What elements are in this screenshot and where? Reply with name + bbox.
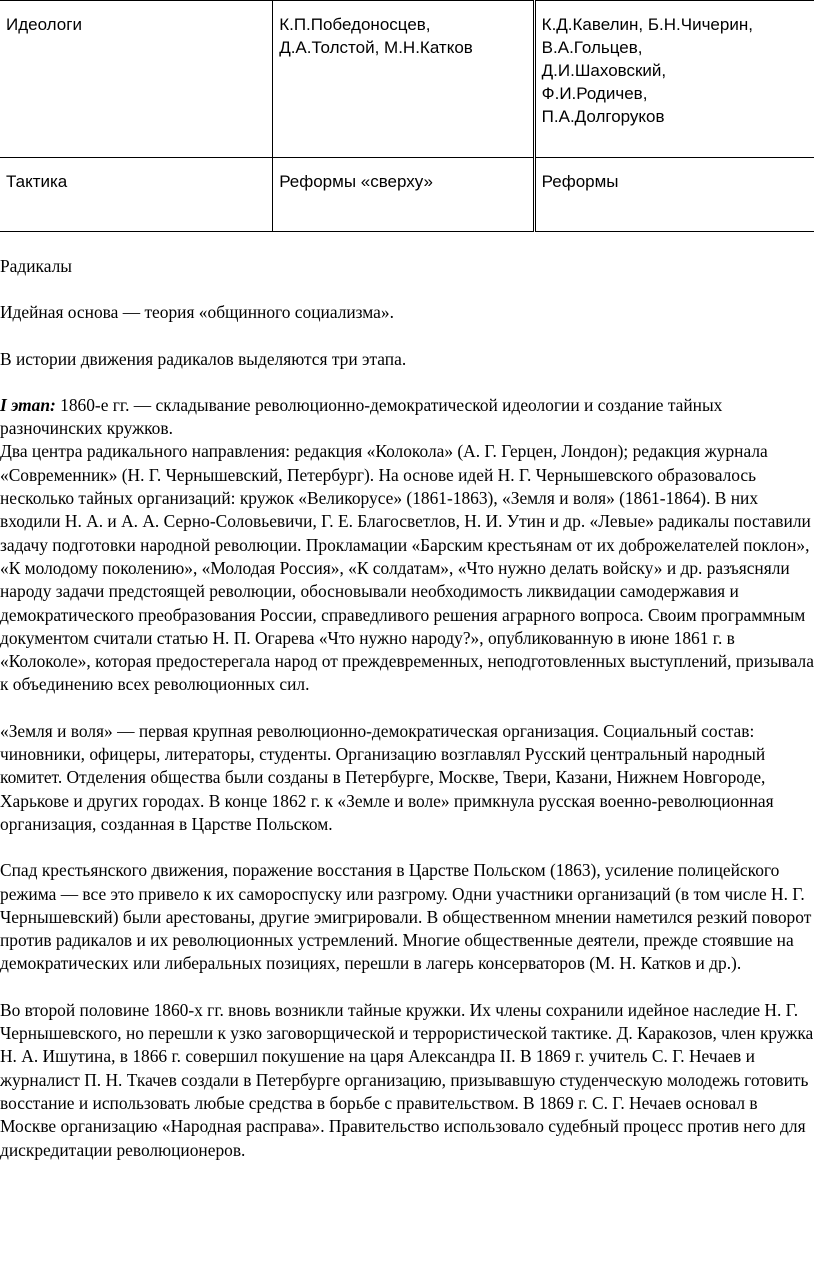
cell-text: К.Д.Кавелин, Б.Н.Чичерин, В.А.Гольцев, Д.И.Шаховский, Ф.И.Родичев, П.А.Долгоруков xyxy=(541,15,753,126)
stage-text: 1860-е гг. — складывание революционно-демократической идеологии и создание тайных разночинских кружков. xyxy=(0,394,723,439)
table-cell xyxy=(0,158,273,232)
table-row xyxy=(0,158,814,232)
cell-text: Идеологи xyxy=(6,15,82,34)
paragraph: «Земля и воля» — первая крупная революционно-демократическая организация. Социальный состав: чиновники, офицеры, литераторы, студенты. Организацию возглавлял Русский центральный народный комитет. Отделения общества были созданы в Петербурге, Москве, Твери, Казани, Нижнем Новгороде, Харькове и других городах. В конце 1862 г. к «Земле и воле» примкнула русская военно-революционная организация, созданная в Царстве Польском. xyxy=(0,720,774,834)
stage-label: I этап: xyxy=(0,394,56,415)
paragraph: Спад крестьянского движения, поражение восстания в Царстве Польском (1863), усиление полицейского режима — все это привело к их самороспуску или разгрому. Одни участники организаций (в том числе Н. Г. Чернышевский) были арестованы, другие эмигрировали. В общественном мнении наметился резкий поворот против радикалов и их революционных устремлений. Многие общественные деятели, прежде стоявшие на демократических или либеральных позициях, перешли в лагерь консерваторов (М. Н. Катков и др.). xyxy=(0,860,812,974)
cell-text: Реформы xyxy=(541,172,619,191)
paragraph: Идейная основа — теория «общинного социализма». xyxy=(0,302,394,323)
table-row xyxy=(0,1,814,158)
cell-text: Реформы «сверху» xyxy=(279,172,433,191)
table-cell xyxy=(273,1,534,158)
cell-text: Тактика xyxy=(6,172,68,191)
body-text xyxy=(0,255,814,1185)
table-cell xyxy=(273,158,534,232)
paragraph: Во второй половине 1860-х гг. вновь возникли тайные кружки. Их члены сохранили идейное наследие Н. Г. Чернышевского, но перешли к узко заговорщической и террористической тактике. Д. Каракозов, член кружка Н. А. Ишутина, в 1866 г. совершил покушение на царя Александра II. В 1869 г. учитель С. Г. Нечаев и журналист П. Н. Ткачев создали в Петербурге организацию, призывавшую студенческую молодежь готовить восстание и использовать любые средства в борьбе с правительством. В 1869 г. С. Г. Нечаев основал в Москве организацию «Народная расправа». Правительство использовало судебный процесс против него для дискредитации революционеров. xyxy=(0,999,814,1160)
section-heading: Радикалы xyxy=(0,256,72,276)
paragraph: В истории движения радикалов выделяются три этапа. xyxy=(0,348,407,369)
table-cell xyxy=(534,1,814,158)
ideologies-table xyxy=(0,0,814,232)
table-cell xyxy=(0,1,273,158)
paragraph: Два центра радикального направления: редакция «Колокола» (А. Г. Герцен, Лондон); редакция журнала «Современник» (Н. Г. Чернышевский, Петербург). На основе идей Н. Г. Чернышевского образовалось несколько тайных организаций: кружок «Великорусе» (1861-1863), «Земля и воля» (1861-1864). В них входили Н. А. и А. А. Серно-Соловьевичи, Г. Е. Благосветлов, Н. И. Утин и др. «Левые» радикалы поставили задачу подготовки народной революции. Прокламации «Барским крестьянам от их доброжелателей поклон», «К молодому поколению», «Молодая Россия», «К солдатам», «Что нужно делать войску» и др. разъясняли народу задачи предстоящей революции, обосновывали необходимость ликвидации самодержавия и демократического преобразования России, справедливого решения аграрного вопроса. Своим программным документом считали статью Н. П. Огарева «Что нужно народу?», опубликованную в июне 1861 г. в «Колоколе», которая предостерегала народ от преждевременных, неподготовленных выступлений, призывала к объединению всех революционных сил. xyxy=(0,441,814,695)
cell-text: К.П.Победоносцев, Д.А.Толстой, М.Н.Катков xyxy=(279,15,473,57)
table-cell xyxy=(534,158,814,232)
stage-paragraph xyxy=(0,394,814,441)
